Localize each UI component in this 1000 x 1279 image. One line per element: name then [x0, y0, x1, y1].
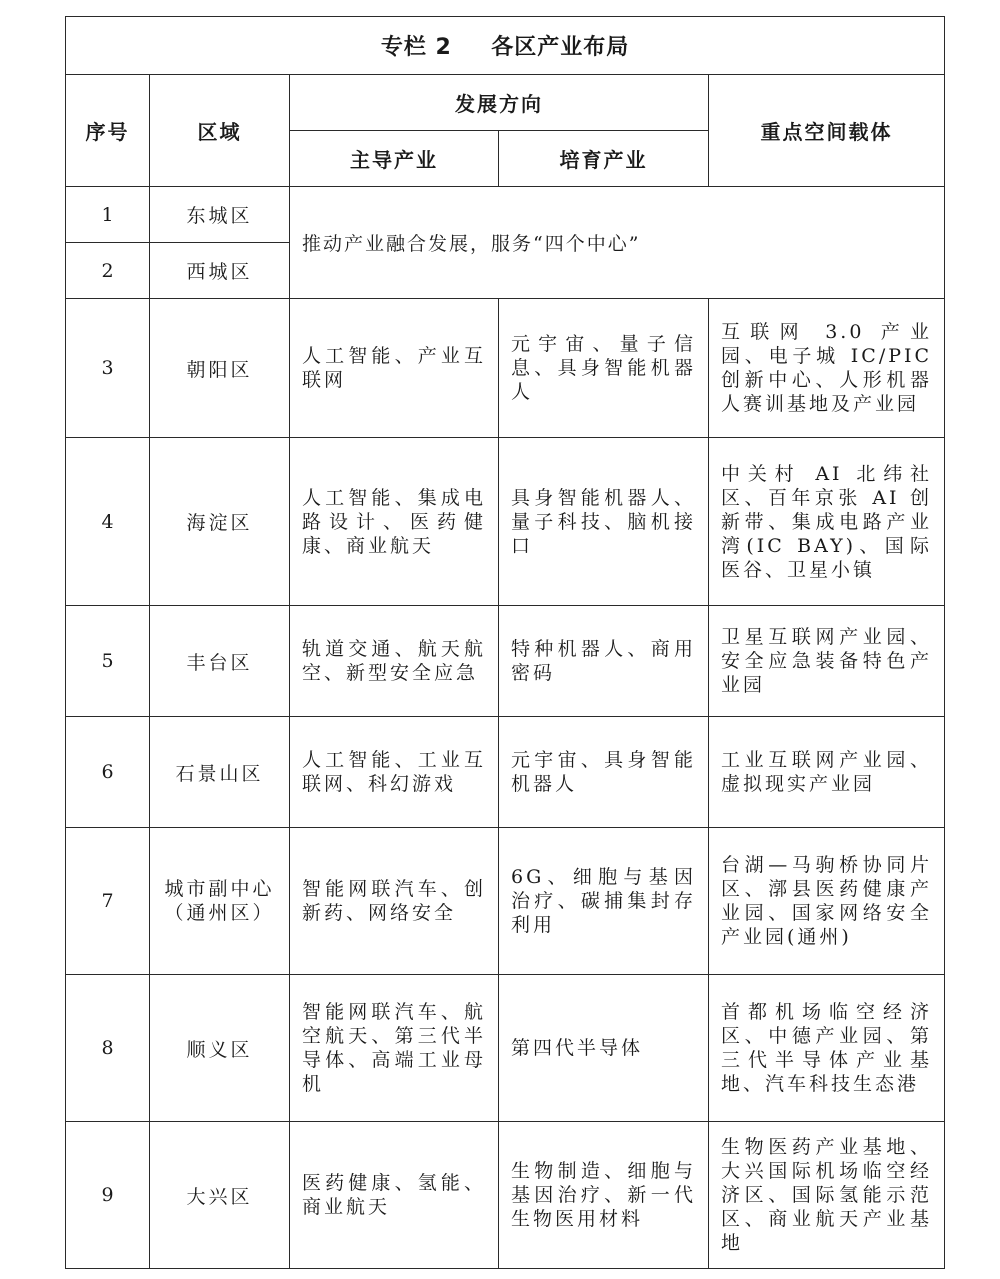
row-cultivating: 元宇宙、量子信息、具身智能机器人: [499, 299, 709, 438]
row-carrier: 工业互联网产业园、虚拟现实产业园: [709, 717, 945, 828]
row-number: 6: [66, 717, 150, 828]
row-number: 7: [66, 828, 150, 975]
title-number: 2: [435, 35, 452, 60]
header-seq: 序号: [66, 75, 150, 187]
title-name: 各区产业布局: [491, 35, 630, 60]
table-title: [66, 17, 945, 75]
header-cultivating: 培育产业: [499, 131, 709, 187]
table-row: [66, 975, 945, 1122]
row-number: 2: [66, 243, 150, 299]
row-leading: 智能网联汽车、航空航天、第三代半导体、高端工业母机: [290, 975, 499, 1122]
table-row: [66, 606, 945, 717]
row-number: 3: [66, 299, 150, 438]
row-region: 大兴区: [150, 1122, 290, 1269]
industry-layout-table: [65, 16, 945, 1269]
table-row: [66, 717, 945, 828]
row-region: 西城区: [150, 243, 290, 299]
row-leading: 人工智能、集成电路设计、医药健康、商业航天: [290, 438, 499, 606]
row-leading: 智能网联汽车、创新药、网络安全: [290, 828, 499, 975]
row-carrier: 卫星互联网产业园、安全应急装备特色产业园: [709, 606, 945, 717]
row-number: 1: [66, 187, 150, 243]
row-number: 8: [66, 975, 150, 1122]
row-region: 朝阳区: [150, 299, 290, 438]
row-leading: 医药健康、氢能、商业航天: [290, 1122, 499, 1269]
table-row: [66, 828, 945, 975]
title-label: 专栏: [380, 35, 427, 60]
merged-direction-text: 推动产业融合发展，服务“四个中心”: [290, 187, 945, 299]
table-row: [66, 187, 945, 243]
row-carrier: 生物医药产业基地、大兴国际机场临空经济区、国际氢能示范区、商业航天产业基地: [709, 1122, 945, 1269]
row-leading: 轨道交通、航天航空、新型安全应急: [290, 606, 499, 717]
row-cultivating: 生物制造、细胞与基因治疗、新一代生物医用材料: [499, 1122, 709, 1269]
row-carrier: 互联网 3.0 产业园、电子城 IC/PIC 创新中心、人形机器人赛训基地及产业园: [709, 299, 945, 438]
row-region: 顺义区: [150, 975, 290, 1122]
table-row: [66, 438, 945, 606]
row-leading: 人工智能、工业互联网、科幻游戏: [290, 717, 499, 828]
header-region: 区域: [150, 75, 290, 187]
row-cultivating: 特种机器人、商用密码: [499, 606, 709, 717]
row-number: 4: [66, 438, 150, 606]
row-region: 城市副中心（通州区）: [150, 828, 290, 975]
row-cultivating: 元宇宙、具身智能机器人: [499, 717, 709, 828]
row-cultivating: 具身智能机器人、量子科技、脑机接口: [499, 438, 709, 606]
row-region: 丰台区: [150, 606, 290, 717]
header-carrier: 重点空间载体: [709, 75, 945, 187]
row-number: 9: [66, 1122, 150, 1269]
row-region: 石景山区: [150, 717, 290, 828]
table-row: [66, 299, 945, 438]
row-cultivating: 6G、细胞与基因治疗、碳捕集封存利用: [499, 828, 709, 975]
row-region: 海淀区: [150, 438, 290, 606]
table-row: [66, 1122, 945, 1269]
row-region: 东城区: [150, 187, 290, 243]
header-direction: 发展方向: [290, 75, 709, 131]
row-leading: 人工智能、产业互联网: [290, 299, 499, 438]
row-cultivating: 第四代半导体: [499, 975, 709, 1122]
row-carrier: 中关村 AI 北纬社区、百年京张 AI 创新带、集成电路产业湾(IC BAY)、国际医谷、卫星小镇: [709, 438, 945, 606]
header-leading: 主导产业: [290, 131, 499, 187]
row-number: 5: [66, 606, 150, 717]
row-carrier: 台湖—马驹桥协同片区、漷县医药健康产业园、国家网络安全产业园(通州): [709, 828, 945, 975]
row-carrier: 首都机场临空经济区、中德产业园、第三代半导体产业基地、汽车科技生态港: [709, 975, 945, 1122]
